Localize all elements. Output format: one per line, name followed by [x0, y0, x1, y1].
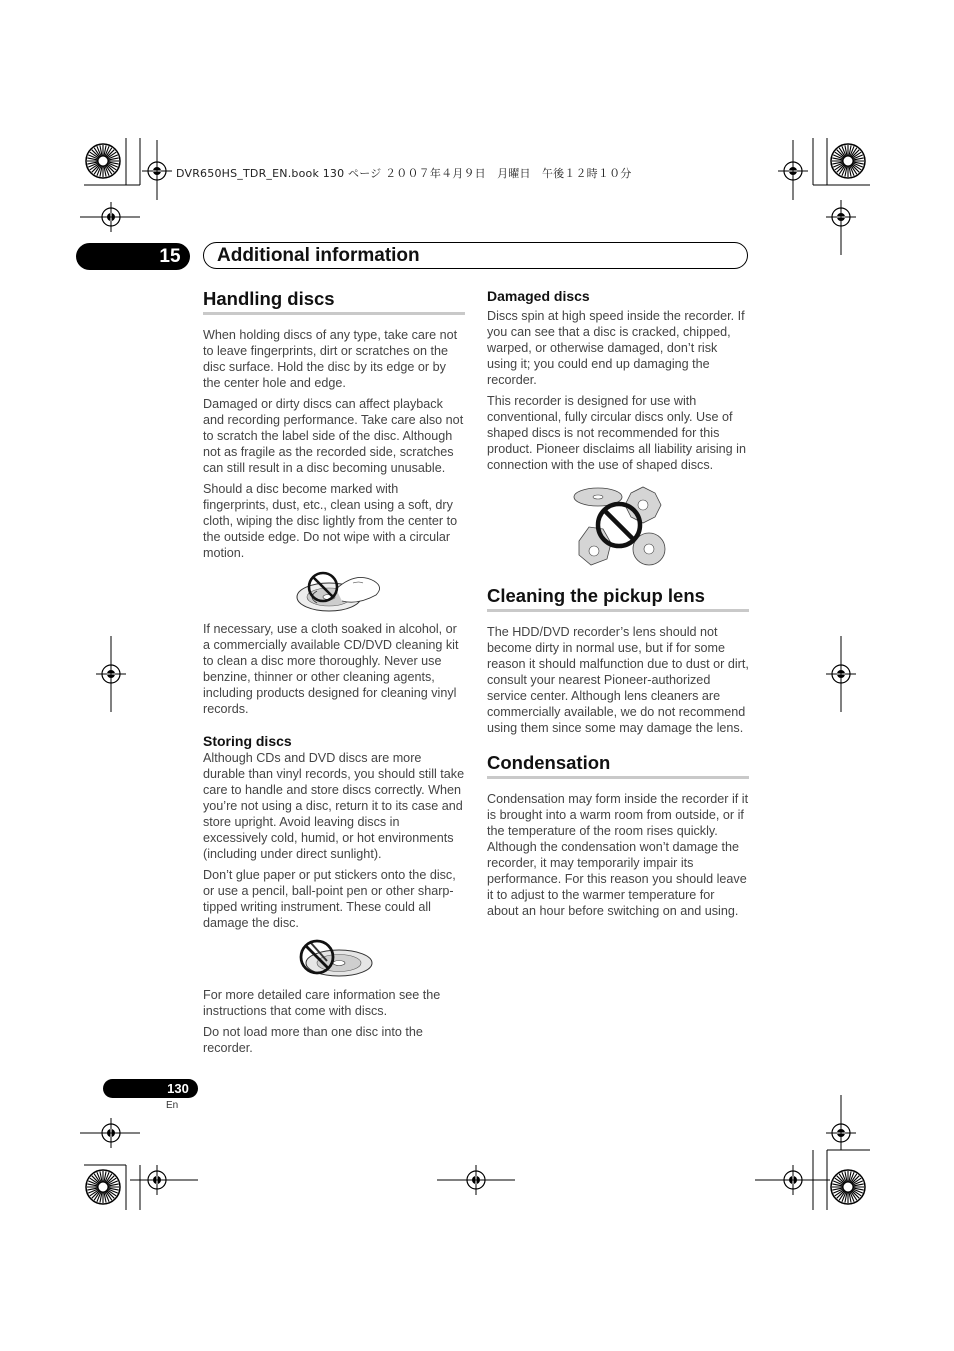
- storing-p1: Although CDs and DVD discs are more durable than vinyl records, you should still take care to handle and store discs correctly. When you’re not using a disc, return it to its case and store upright. Avoid leaving discs in excessively cold, humid, or hot environments (including under direct sunlight).: [203, 751, 465, 861]
- no-circular-wipe-illustration: [291, 567, 391, 617]
- storing-p4: Do not load more than one disc into the recorder.: [203, 1025, 423, 1055]
- handling-p2: Damaged or dirty discs can affect playback and recording performance. Take care also not to scratch the label side of the disc. Although not as fragile as the recorded side, scratches can still result in a disc becoming unusable.: [203, 397, 464, 475]
- damaged-p2: This recorder is designed for use with conventional, fully circular discs only. Use of shaped discs is not recommended for this product. Pioneer disclaims all liability arising in connection with the use of shaped discs.: [487, 394, 746, 472]
- page-number: 130: [167, 1081, 189, 1096]
- left-column: [203, 288, 465, 1061]
- no-shaped-discs-illustration: [571, 481, 671, 571]
- pickup-p1: The HDD/DVD recorder’s lens should not become dirty in normal use, but if for some reason it should malfunction due to dust or dirt, consult your nearest Pioneer-authorized service center. Although lens cleaners are commercially available, we do not recommend using them since some may damage the lens.: [487, 625, 749, 735]
- storing-p2: Don’t glue paper or put stickers onto the disc, or use a pencil, ball-point pen or other sharp-tipped writing instrument. These could all damage the disc.: [203, 868, 456, 930]
- handling-discs-heading: Handling discs: [203, 288, 465, 315]
- handling-p4: If necessary, use a cloth soaked in alcohol, or a commercially available CD/DVD cleaning kit to clean a disc more thoroughly. Never use benzine, thinner or other cleaning agents, including products designed for cleaning vinyl records.: [203, 622, 459, 716]
- condensation-p1: Condensation may form inside the recorder if it is brought into a warm room from outside, or if the temperature of the room rises quickly. Although the condensation won’t damage the recorder, it may temporarily impair its performance. For this reason you should leave it to adjust to the warmer temperature for about an hour before switching on and using.: [487, 792, 749, 918]
- chapter-title: Additional information: [217, 245, 420, 266]
- cleaning-pickup-lens-heading: Cleaning the pickup lens: [487, 585, 749, 612]
- storing-discs-heading: Storing discs: [203, 733, 292, 749]
- right-column: [487, 288, 749, 924]
- chapter-number: 15: [159, 246, 181, 267]
- page-language: En: [166, 1100, 179, 1111]
- handling-p1: When holding discs of any type, take care not to leave fingerprints, dirt or scratches on the disc surface. Hold the disc by its edge or by the center hole and edge.: [203, 328, 458, 390]
- no-pen-on-disc-illustration: [297, 937, 377, 981]
- book-file-header: DVR650HS_TDR_EN.book 130 ページ ２００７年４月９日 月曜日 午後１２時１０分: [176, 167, 632, 180]
- handling-p3: Should a disc become marked with fingerprints, dust, etc., clean using a soft, dry cloth, wiping the disc lightly from the center to the outside edge. Do not wipe with a circular motion.: [203, 482, 458, 560]
- damaged-discs-heading: Damaged discs: [487, 288, 590, 304]
- storing-p3: For more detailed care information see the instructions that come with discs.: [203, 988, 441, 1018]
- damaged-p1: Discs spin at high speed inside the recorder. If you can see that a disc is cracked, chipped, warped, or otherwise damaged, don’t risk using it; you could end up damaging the recorder.: [487, 309, 745, 387]
- condensation-heading: Condensation: [487, 752, 749, 779]
